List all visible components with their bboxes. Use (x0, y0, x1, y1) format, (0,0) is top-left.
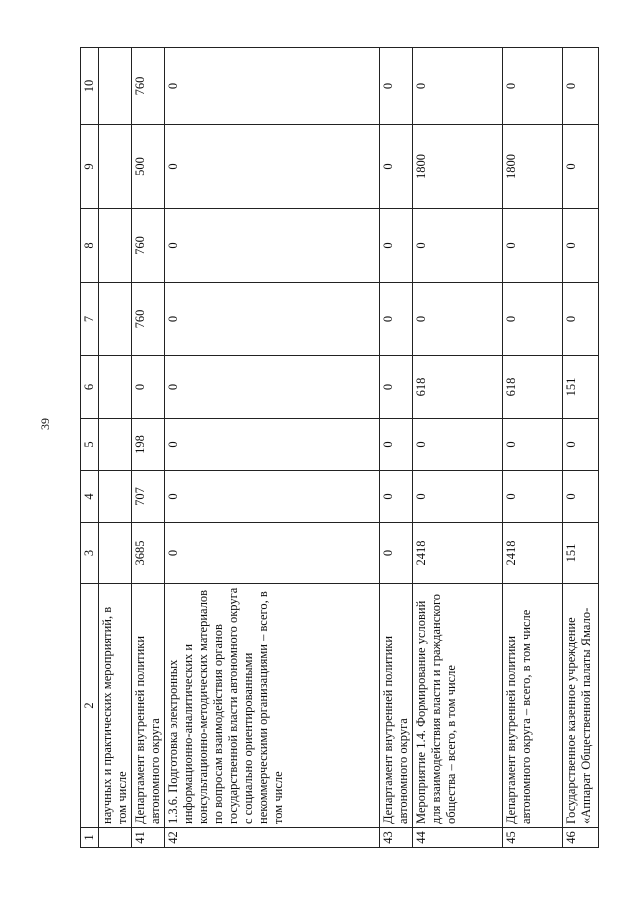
value-cell: 0 (413, 48, 503, 125)
value-cell (99, 419, 132, 471)
value-cell: 0 (165, 125, 380, 209)
table-row (99, 48, 132, 848)
value-cell: 0 (132, 356, 165, 419)
value-cell (99, 209, 132, 283)
header-cell: 6 (81, 356, 99, 419)
value-cell: 151 (563, 523, 599, 584)
value-cell: 618 (503, 356, 563, 419)
header-cell: 9 (81, 125, 99, 209)
value-cell: 0 (165, 209, 380, 283)
value-cell: 198 (132, 419, 165, 471)
description-cell: Департамент внутренней политики автономного округа (132, 584, 165, 828)
budget-table (80, 47, 599, 848)
description-cell: Государственное казенное учреждение «Аппарат Общественной палаты Ямало- (563, 584, 599, 828)
value-cell: 0 (165, 356, 380, 419)
header-cell: 8 (81, 209, 99, 283)
value-cell: 618 (413, 356, 503, 419)
header-cell: 2 (81, 584, 99, 828)
value-cell: 0 (413, 419, 503, 471)
value-cell: 0 (380, 523, 413, 584)
value-cell: 760 (132, 283, 165, 356)
value-cell: 0 (563, 209, 599, 283)
value-cell: 151 (563, 356, 599, 419)
header-cell: 3 (81, 523, 99, 584)
value-cell: 0 (165, 48, 380, 125)
description-cell: Департамент внутренней политики автономного округа (380, 584, 413, 828)
value-cell (99, 471, 132, 523)
value-cell: 0 (413, 283, 503, 356)
row-number-cell (99, 828, 132, 848)
value-cell: 0 (380, 48, 413, 125)
value-cell (99, 283, 132, 356)
value-cell: 0 (503, 471, 563, 523)
value-cell: 0 (503, 419, 563, 471)
value-cell: 0 (503, 283, 563, 356)
header-cell: 5 (81, 419, 99, 471)
value-cell: 0 (380, 283, 413, 356)
value-cell: 760 (132, 48, 165, 125)
page-number: 39 (38, 418, 52, 430)
row-number-cell: 43 (380, 828, 413, 848)
value-cell: 2418 (503, 523, 563, 584)
value-cell: 0 (165, 523, 380, 584)
table-row (380, 48, 413, 848)
header-cell: 4 (81, 471, 99, 523)
header-cell: 7 (81, 283, 99, 356)
header-row (81, 48, 99, 848)
value-cell: 707 (132, 471, 165, 523)
description-cell: Департамент внутренней политики автономного округа – всего, в том числе (503, 584, 563, 828)
value-cell: 3685 (132, 523, 165, 584)
row-number-cell: 42 (165, 828, 380, 848)
table-body (81, 48, 599, 848)
value-cell: 0 (563, 125, 599, 209)
rotated-page-content (80, 48, 620, 848)
value-cell (99, 125, 132, 209)
table-row (132, 48, 165, 848)
description-cell: научных и практических мероприятий, в том числе (99, 584, 132, 828)
value-cell: 0 (380, 125, 413, 209)
value-cell: 0 (503, 209, 563, 283)
value-cell: 0 (413, 209, 503, 283)
description-cell: 1.3.6. Подготовка электронных информационно-аналитических и консультационно-методических материалов по вопросам взаимодействия органов государственной власти автономного округа с социально ориентированными некоммерческими организациями – всего, в том числе (165, 584, 380, 828)
value-cell: 0 (165, 419, 380, 471)
value-cell: 500 (132, 125, 165, 209)
value-cell: 2418 (413, 523, 503, 584)
row-number-cell: 41 (132, 828, 165, 848)
value-cell: 0 (165, 283, 380, 356)
value-cell: 0 (563, 48, 599, 125)
value-cell (99, 356, 132, 419)
header-cell: 1 (81, 828, 99, 848)
value-cell: 0 (563, 471, 599, 523)
value-cell: 0 (563, 419, 599, 471)
value-cell: 1800 (413, 125, 503, 209)
value-cell: 760 (132, 209, 165, 283)
table-row (503, 48, 563, 848)
header-cell: 10 (81, 48, 99, 125)
table-row (165, 48, 380, 848)
table-row (413, 48, 503, 848)
value-cell: 1800 (503, 125, 563, 209)
row-number-cell: 45 (503, 828, 563, 848)
value-cell: 0 (380, 419, 413, 471)
table-row (563, 48, 599, 848)
value-cell (99, 523, 132, 584)
description-cell: Мероприятие 1.4. Формирование условий для взаимодействия власти и гражданского общества – всего, в том числе (413, 584, 503, 828)
value-cell: 0 (165, 471, 380, 523)
value-cell: 0 (380, 209, 413, 283)
value-cell: 0 (380, 471, 413, 523)
value-cell: 0 (380, 356, 413, 419)
row-number-cell: 46 (563, 828, 599, 848)
value-cell: 0 (503, 48, 563, 125)
value-cell (99, 48, 132, 125)
value-cell: 0 (563, 283, 599, 356)
value-cell: 0 (413, 471, 503, 523)
row-number-cell: 44 (413, 828, 503, 848)
